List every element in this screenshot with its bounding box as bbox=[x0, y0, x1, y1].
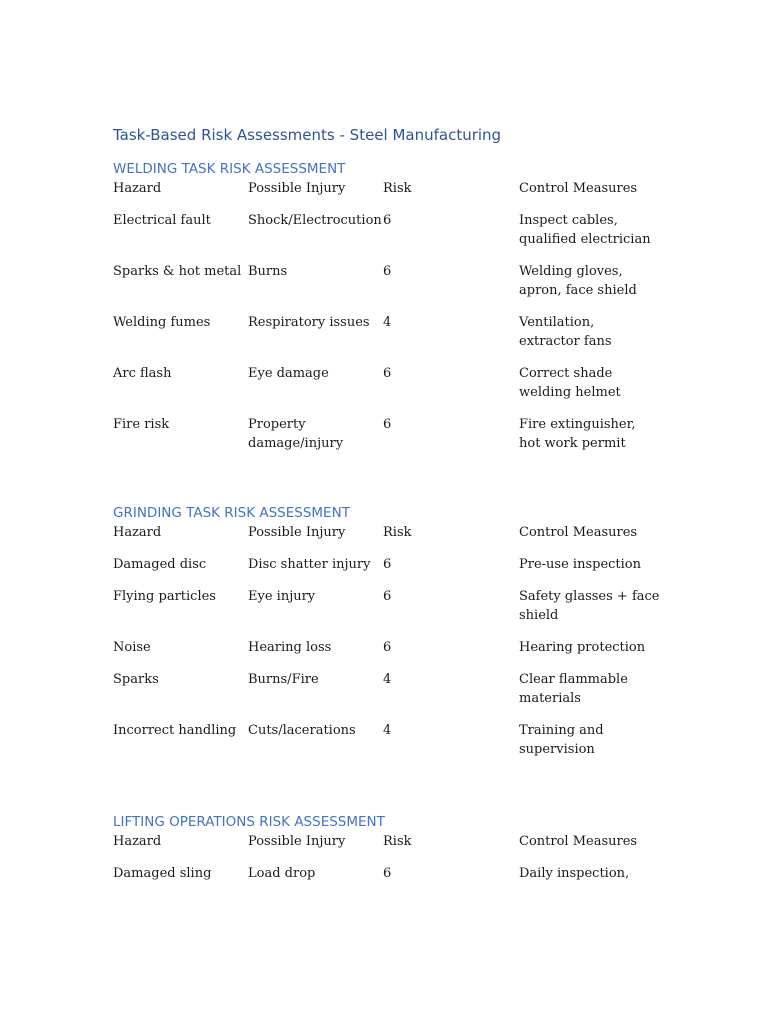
document-page bbox=[113, 124, 673, 883]
cell-line: Welding gloves, bbox=[519, 264, 623, 279]
injury-cell bbox=[248, 262, 383, 313]
cell-line: Noise bbox=[113, 640, 151, 655]
risk-cell: 4 bbox=[383, 315, 392, 330]
table-row bbox=[113, 670, 673, 721]
header-risk: Risk bbox=[383, 181, 412, 196]
injury-cell bbox=[248, 721, 383, 772]
hazard-cell bbox=[113, 211, 248, 262]
risk-cell: 4 bbox=[383, 723, 392, 738]
control-cell bbox=[519, 262, 673, 313]
cell-line: extractor fans bbox=[519, 334, 612, 350]
control-cell bbox=[519, 415, 673, 466]
section-spacer bbox=[113, 466, 673, 504]
cell-line: supervision bbox=[519, 742, 595, 758]
cell-line: Welding fumes bbox=[113, 315, 211, 330]
control-cell bbox=[519, 638, 673, 670]
hazard-cell bbox=[113, 587, 248, 638]
risk-cell: 6 bbox=[383, 213, 392, 228]
sections-container bbox=[113, 160, 673, 883]
control-cell bbox=[519, 721, 673, 772]
cell-line: Sparks bbox=[113, 672, 159, 687]
table-row bbox=[113, 638, 673, 670]
injury-cell bbox=[248, 313, 383, 364]
cell-line: Clear flammable bbox=[519, 672, 628, 687]
table-row bbox=[113, 555, 673, 587]
cell-line: Arc flash bbox=[113, 366, 172, 381]
injury-cell bbox=[248, 555, 383, 587]
cell-line: Eye injury bbox=[248, 589, 316, 604]
header-control-measures: Control Measures bbox=[519, 834, 638, 849]
control-cell bbox=[519, 670, 673, 721]
cell-line: Eye damage bbox=[248, 366, 329, 381]
risk-cell: 6 bbox=[383, 557, 392, 572]
cell-line: materials bbox=[519, 691, 581, 707]
table-row bbox=[113, 364, 673, 415]
hazard-cell bbox=[113, 313, 248, 364]
risk-cell: 6 bbox=[383, 640, 392, 655]
table-row bbox=[113, 211, 673, 262]
cell-line: Burns/Fire bbox=[248, 672, 319, 687]
document-title: Task-Based Risk Assessments - Steel Manufacturing bbox=[113, 126, 502, 144]
hazard-cell bbox=[113, 721, 248, 772]
table-header-row bbox=[113, 179, 673, 211]
cell-line: Damaged sling bbox=[113, 866, 212, 881]
cell-line: Daily inspection, bbox=[519, 866, 630, 881]
cell-line: qualified electrician bbox=[519, 232, 651, 248]
hazard-cell bbox=[113, 262, 248, 313]
cell-line: Fire extinguisher, bbox=[519, 417, 636, 432]
cell-line: Electrical fault bbox=[113, 213, 211, 228]
control-cell bbox=[519, 587, 673, 638]
header-possible-injury: Possible Injury bbox=[248, 181, 346, 196]
table-row bbox=[113, 415, 673, 466]
control-cell bbox=[519, 313, 673, 364]
header-risk: Risk bbox=[383, 834, 412, 849]
header-hazard: Hazard bbox=[113, 525, 162, 540]
header-control-measures: Control Measures bbox=[519, 525, 638, 540]
risk-cell: 4 bbox=[383, 672, 392, 687]
control-cell bbox=[519, 211, 673, 262]
risk-cell: 6 bbox=[383, 589, 392, 604]
injury-cell bbox=[248, 864, 383, 883]
cell-line: welding helmet bbox=[519, 385, 621, 401]
hazard-cell bbox=[113, 555, 248, 587]
cell-line: Safety glasses + face bbox=[519, 589, 660, 604]
injury-cell bbox=[248, 670, 383, 721]
header-hazard: Hazard bbox=[113, 181, 162, 196]
cell-line: Flying particles bbox=[113, 589, 216, 604]
cell-line: Pre-use inspection bbox=[519, 557, 641, 572]
header-control-measures: Control Measures bbox=[519, 181, 638, 196]
cell-line: Property bbox=[248, 417, 306, 432]
cell-line: Cuts/lacerations bbox=[248, 723, 356, 738]
header-possible-injury: Possible Injury bbox=[248, 525, 346, 540]
table-row bbox=[113, 864, 673, 883]
injury-cell bbox=[248, 415, 383, 466]
cell-line: Incorrect handling bbox=[113, 723, 237, 738]
hazard-cell bbox=[113, 670, 248, 721]
cell-line: hot work permit bbox=[519, 436, 626, 452]
header-hazard: Hazard bbox=[113, 834, 162, 849]
section-spacer bbox=[113, 772, 673, 813]
section-title: LIFTING OPERATIONS RISK ASSESSMENT bbox=[113, 814, 385, 830]
hazard-cell bbox=[113, 864, 248, 883]
cell-line: Sparks & hot metal bbox=[113, 264, 242, 279]
cell-line: Burns bbox=[248, 264, 288, 279]
risk-cell: 6 bbox=[383, 866, 392, 881]
table-row bbox=[113, 721, 673, 772]
cell-line: apron, face shield bbox=[519, 283, 637, 299]
header-risk: Risk bbox=[383, 525, 412, 540]
cell-line: Shock/Electrocution bbox=[248, 213, 382, 228]
control-cell bbox=[519, 364, 673, 415]
table-row bbox=[113, 262, 673, 313]
risk-section bbox=[113, 160, 673, 466]
risk-cell: 6 bbox=[383, 366, 392, 381]
injury-cell bbox=[248, 638, 383, 670]
cell-line: Load drop bbox=[248, 866, 316, 881]
risk-section bbox=[113, 504, 673, 772]
cell-line: Training and bbox=[519, 723, 604, 738]
injury-cell bbox=[248, 587, 383, 638]
cell-line: shield bbox=[519, 608, 559, 624]
control-cell bbox=[519, 864, 673, 883]
injury-cell bbox=[248, 211, 383, 262]
risk-cell: 6 bbox=[383, 264, 392, 279]
cell-line: Correct shade bbox=[519, 366, 613, 381]
table-row bbox=[113, 587, 673, 638]
risk-section bbox=[113, 813, 673, 883]
cell-line: Hearing loss bbox=[248, 640, 332, 655]
table-row bbox=[113, 313, 673, 364]
control-cell bbox=[519, 555, 673, 587]
cell-line: Respiratory issues bbox=[248, 315, 370, 330]
cell-line: Disc shatter injury bbox=[248, 557, 371, 572]
injury-cell bbox=[248, 364, 383, 415]
cell-line: Inspect cables, bbox=[519, 213, 618, 228]
cell-line: Ventilation, bbox=[519, 315, 595, 330]
table-header-row bbox=[113, 832, 673, 864]
section-title: GRINDING TASK RISK ASSESSMENT bbox=[113, 505, 350, 521]
table-header-row bbox=[113, 523, 673, 555]
risk-cell: 6 bbox=[383, 417, 392, 432]
cell-line: Damaged disc bbox=[113, 557, 207, 572]
cell-line: damage/injury bbox=[248, 436, 344, 452]
hazard-cell bbox=[113, 415, 248, 466]
hazard-cell bbox=[113, 364, 248, 415]
section-title: WELDING TASK RISK ASSESSMENT bbox=[113, 161, 346, 177]
header-possible-injury: Possible Injury bbox=[248, 834, 346, 849]
hazard-cell bbox=[113, 638, 248, 670]
cell-line: Fire risk bbox=[113, 417, 170, 432]
cell-line: Hearing protection bbox=[519, 640, 646, 655]
